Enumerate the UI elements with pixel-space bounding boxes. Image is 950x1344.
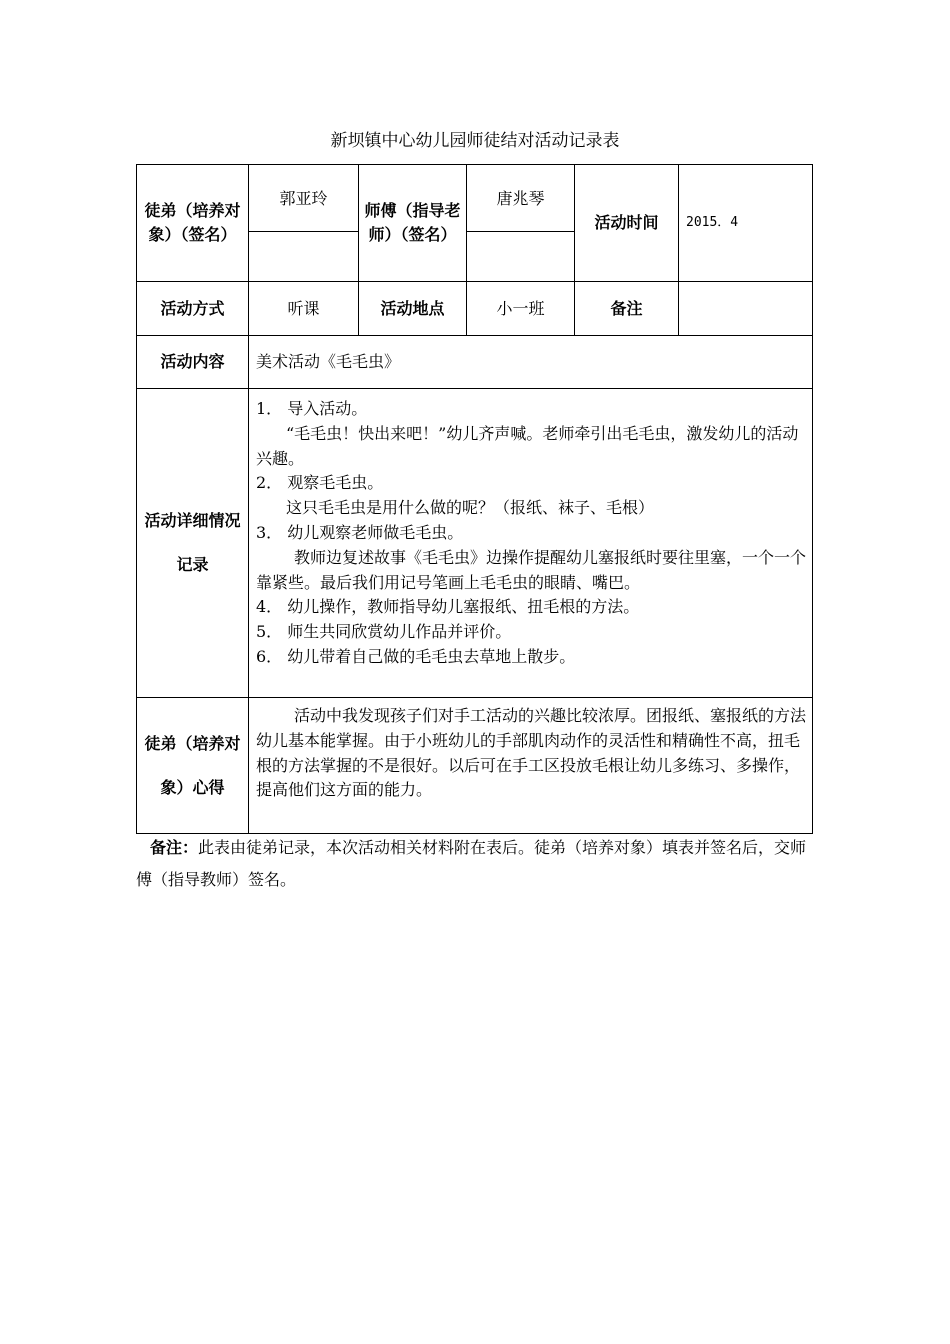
activity-detail-label: 活动详细情况记录 [137,389,249,698]
activity-time-label: 活动时间 [575,165,679,282]
detail-line: 1． 导入活动。 [256,399,368,418]
activity-mode-label: 活动方式 [137,282,249,336]
apprentice-signature-cell [249,232,359,282]
mentor-name: 唐兆琴 [467,165,575,232]
detail-line: 5． 师生共同欣赏幼儿作品并评价。 [256,622,512,642]
activity-record-table [136,164,813,834]
detail-line: 教师边复述故事《毛毛虫》边操作提醒幼儿塞报纸时要往里塞，一个一个靠紧些。最后我们用记号笔画上毛毛虫的眼睛、嘴巴。 [256,547,807,592]
detail-line: 这只毛毛虫是用什么做的呢？（报纸、袜子、毛根） [286,498,655,518]
detail-line: 4． 幼儿操作，教师指导幼儿塞报纸、扭毛根的方法。 [256,597,640,617]
remark-value [679,282,813,336]
mentor-signature-cell [467,232,575,282]
activity-content-value: 美术活动《毛毛虫》 [249,336,813,389]
apprentice-name: 郭亚玲 [249,165,359,232]
mentor-label: 师傅（指导老师）（签名） [359,165,467,282]
page-title: 新坝镇中心幼儿园师徒结对活动记录表 [330,131,620,151]
detail-line: “毛毛虫！快出来吧！”幼儿齐声喊。老师牵引出毛毛虫，激发幼儿的活动兴趣。 [256,423,799,468]
activity-mode-value: 听课 [249,282,359,336]
remark-label: 备注 [575,282,679,336]
detail-line: 3． 幼儿观察老师做毛毛虫。 [256,522,464,542]
reflection-text [249,698,813,834]
apprentice-label: 徒弟（培养对象）（签名） [137,165,249,282]
activity-place-value: 小一班 [467,282,575,336]
footer-note-label: 备注： [150,838,199,857]
reflection-label: 徒弟（培养对象）心得 [137,698,249,834]
reflection-paragraph: 活动中我发现孩子们对手工活动的兴趣比较浓厚。团报纸、塞报纸的方法幼儿基本能掌握。由于小班幼儿的手部肌肉动作的灵活性和精确性不高，扭毛根的方法掌握的不是很好。以后可在手工区投放毛根让幼儿多练习、多操作，提高他们这方面的能力。 [256,706,807,800]
detail-line: 2． 观察毛毛虫。 [256,473,384,493]
detail-line: 6． 幼儿带着自己做的毛毛虫去草地上散步。 [256,646,576,666]
footer-note-text: 此表由徒弟记录，本次活动相关材料附在表后。徒弟（培养对象）填表并签名后，交师傅（指导教师）签名。 [136,838,807,889]
activity-content-label: 活动内容 [137,336,249,389]
activity-detail-record [249,389,813,698]
footer-note [136,832,816,896]
activity-place-label: 活动地点 [359,282,467,336]
activity-time-value: 2015．4 [679,165,813,282]
